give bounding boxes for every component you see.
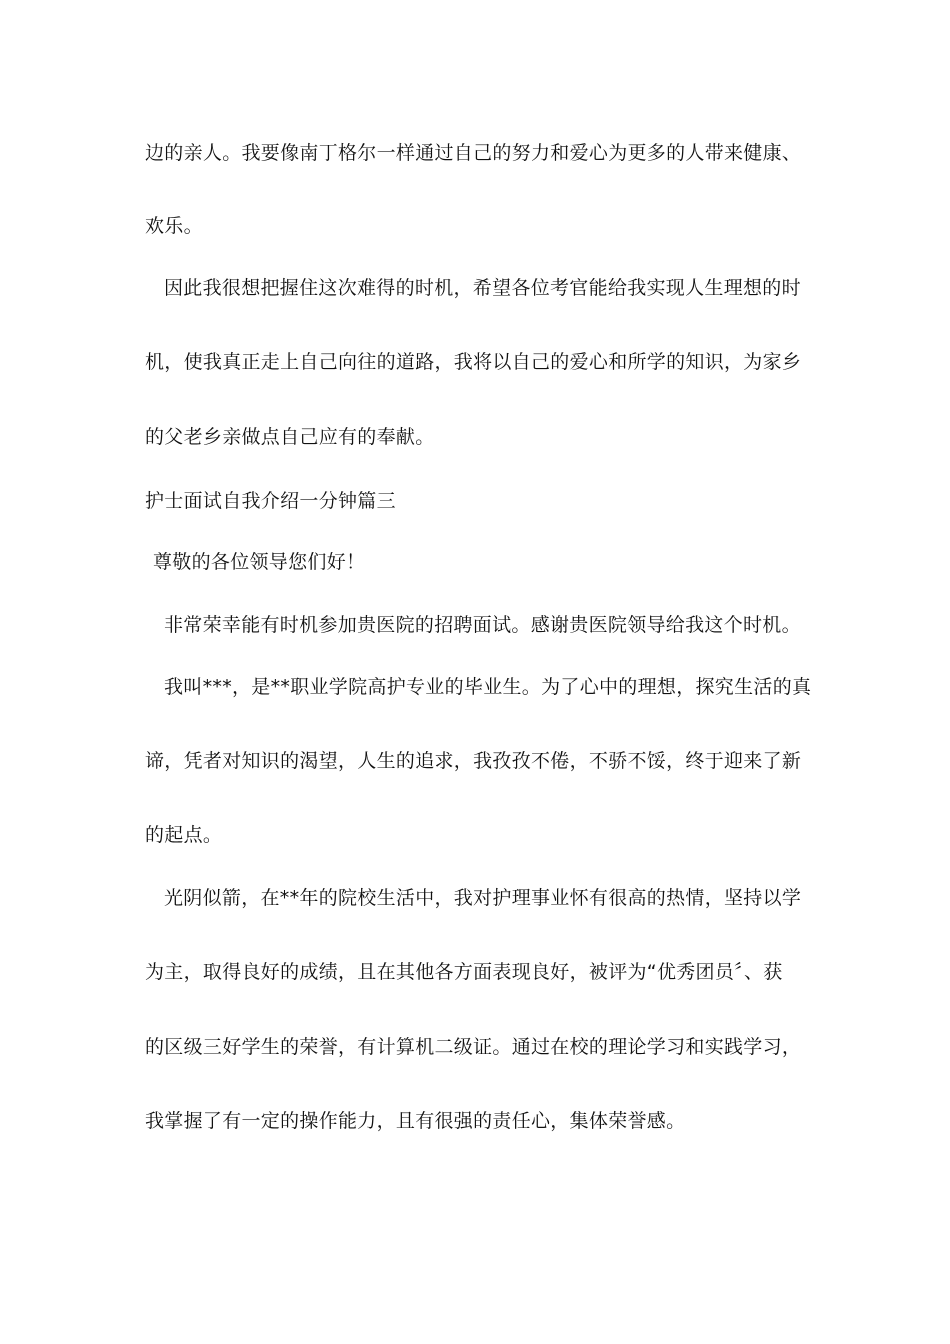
- section-heading: 护士面试自我介绍一分钟篇三: [145, 490, 396, 512]
- paragraph-line: 因此我很想把握住这次难得的时机，希望各位考官能给我实现人生理想的时: [164, 277, 801, 299]
- paragraph-line: 为主，取得良好的成绩，且在其他各方面表现良好，被评为“优秀团员〞、获: [145, 961, 783, 983]
- paragraph-line: 欢乐。: [145, 215, 203, 237]
- paragraph-line: 谛，凭者对知识的渴望，人生的追求，我孜孜不倦，不骄不馁，终于迎来了新: [145, 750, 802, 772]
- paragraph-line: 的起点。: [145, 824, 223, 846]
- paragraph-line: 的区级三好学生的荣誉，有计算机二级证。通过在校的理论学习和实践学习，: [145, 1036, 802, 1058]
- paragraph-line: 机，使我真正走上自己向往的道路，我将以自己的爱心和所学的知识，为家乡: [145, 351, 802, 373]
- paragraph-line: 的父老乡亲做点自己应有的奉献。: [145, 426, 435, 448]
- paragraph-line: 我叫***，是**职业学院高护专业的毕业生。为了心中的理想，探究生活的真: [164, 676, 812, 698]
- salutation-line: 尊敬的各位领导您们好！: [153, 551, 366, 573]
- paragraph-line: 边的亲人。我要像南丁格尔一样通过自己的努力和爱心为更多的人带来健康、: [145, 142, 802, 164]
- paragraph-line: 光阴似箭，在**年的院校生活中，我对护理事业怀有很高的热情，坚持以学: [164, 887, 802, 909]
- paragraph-line: 我掌握了有一定的操作能力，且有很强的责任心，集体荣誉感。: [145, 1110, 686, 1132]
- paragraph-line: 非常荣幸能有时机参加贵医院的招聘面试。感谢贵医院领导给我这个时机。: [164, 614, 801, 636]
